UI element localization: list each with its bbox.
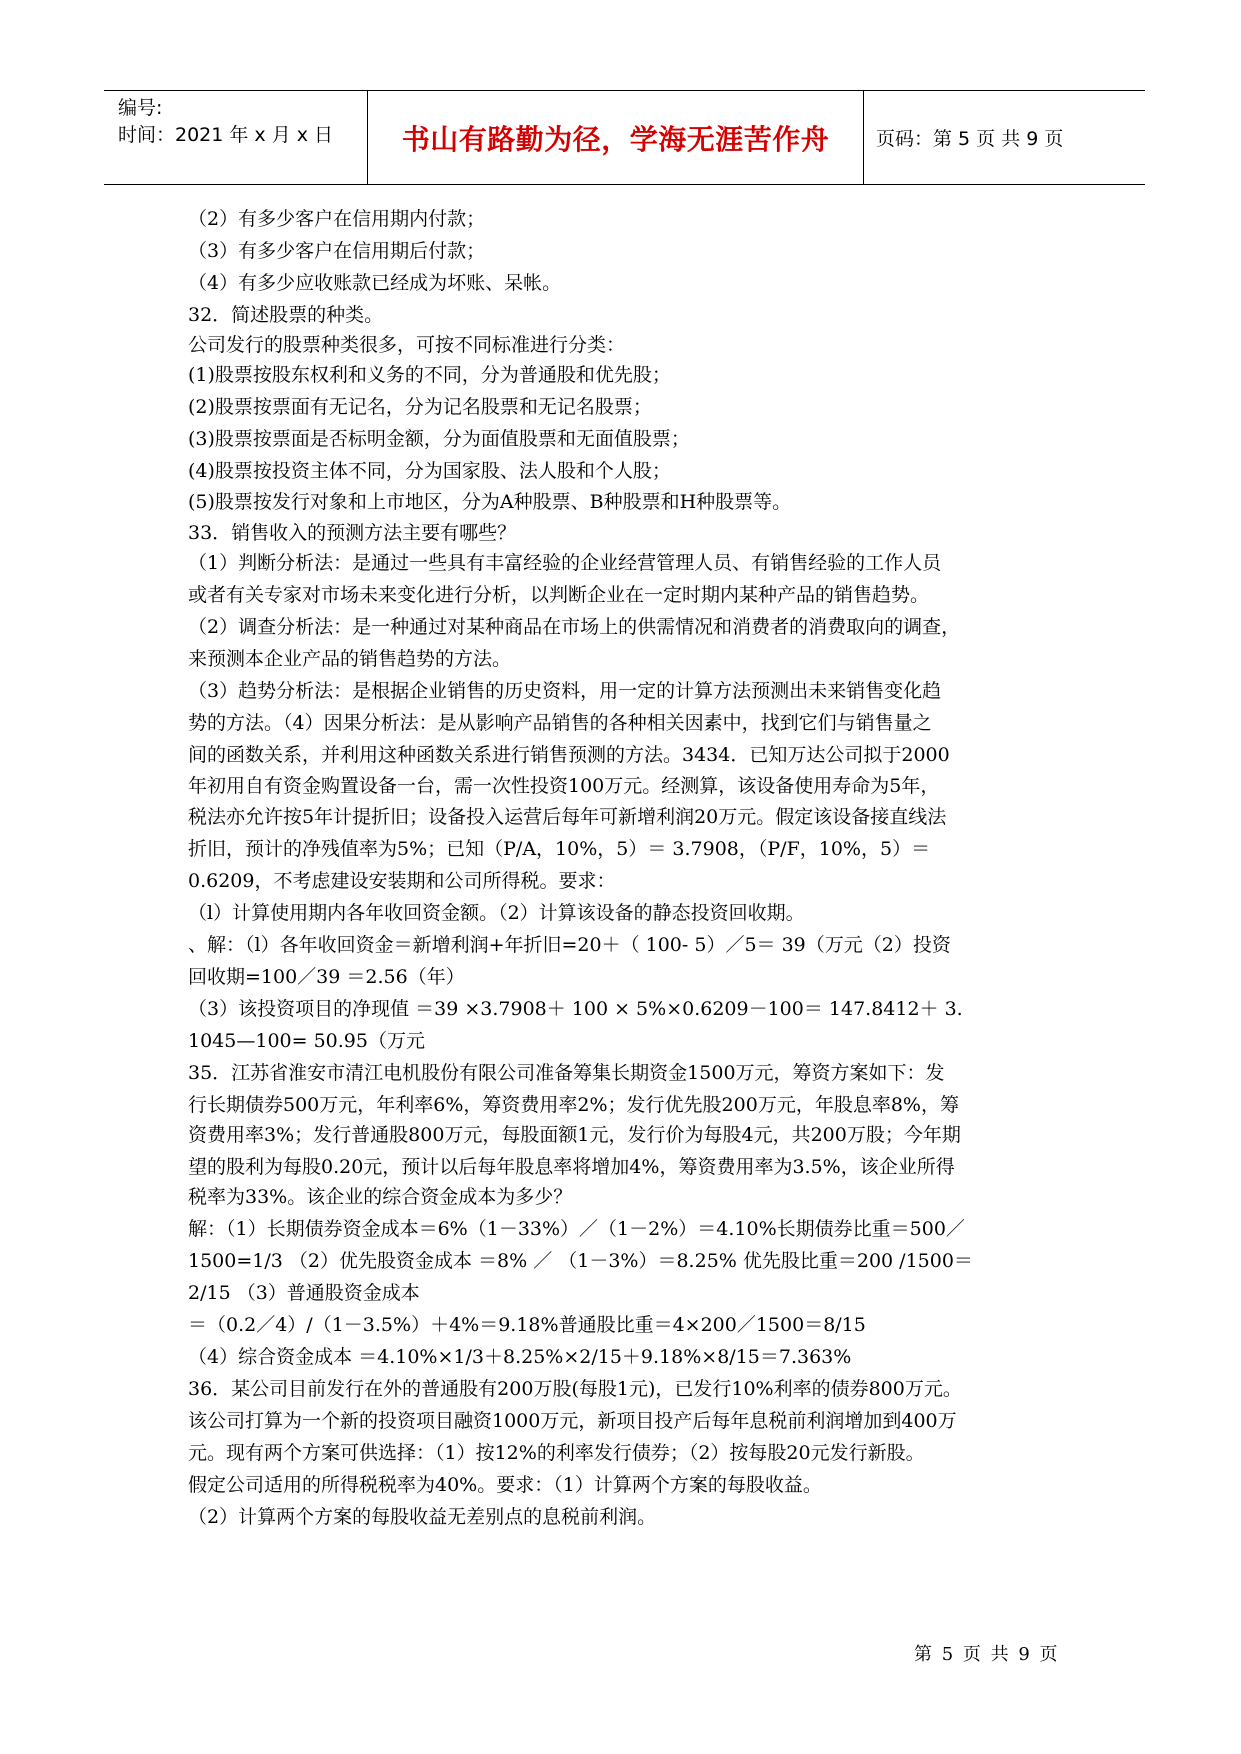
- text-line: 税法亦允许按5年计提折旧；设备投入运营后每年可新增利润20万元。假定该设备接直线法: [188, 806, 947, 828]
- header-meta: [104, 91, 368, 184]
- header-page-label: 页码：第 5 页 共 9 页: [876, 128, 1064, 150]
- header-motto-cell: [368, 91, 864, 184]
- text-line: 税率为33%。该企业的综合资金成本为多少？: [188, 1186, 573, 1208]
- text-line: （1）判断分析法：是通过一些具有丰富经验的企业经营管理人员、有销售经验的工作人员: [188, 552, 942, 574]
- text-line: 35．江苏省淮安市清江电机股份有限公司准备筹集长期资金1500万元，筹资方案如下：发: [188, 1062, 945, 1084]
- text-line: 望的股利为每股0.20元，预计以后每年股息率将增加4%，筹资费用率为3.5%，该企业所得: [188, 1156, 955, 1178]
- text-line: 回收期=100／39 ＝2.56（年）: [188, 966, 465, 988]
- text-line: (3)股票按票面是否标明金额，分为面值股票和无面值股票；: [188, 428, 690, 450]
- header-page-cell: [864, 91, 1145, 184]
- text-line: 0.6209，不考虑建设安装期和公司所得税。要求：: [188, 870, 616, 892]
- text-line: 32．简述股票的种类。: [188, 304, 384, 326]
- text-line: （3）趋势分析法：是根据企业销售的历史资料，用一定的计算方法预测出未来销售变化趋: [188, 680, 942, 702]
- page-footer: 第 5 页 共 9 页: [914, 1644, 1060, 1665]
- text-line: (2)股票按票面有无记名，分为记名股票和无记名股票；: [188, 396, 652, 418]
- text-line: 间的函数关系，并利用这种函数关系进行销售预测的方法。3434．已知万达公司拟于2000: [188, 744, 950, 766]
- text-line: 33．销售收入的预测方法主要有哪些？: [188, 522, 517, 544]
- text-line: 折旧，预计的净残值率为5%；已知（P/A，10%，5）＝ 3.7908，（P/F，10%，5）＝: [188, 838, 931, 860]
- text-line: 1500=1/3 （2）优先股资金成本 ＝8% ／ （1－3%）＝8.25% 优先股比重＝200 /1500＝: [188, 1250, 973, 1272]
- text-line: 年初用自有资金购置设备一台，需一次性投资100万元。经测算，该设备使用寿命为5年，: [188, 775, 940, 797]
- text-line: 来预测本企业产品的销售趋势的方法。: [188, 648, 512, 670]
- text-line: 36．某公司目前发行在外的普通股有200万股(每股1元)，已发行10%利率的债券800万元。: [188, 1378, 962, 1400]
- text-line: （4）有多少应收账款已经成为坏账、呆帐。: [188, 272, 562, 294]
- text-line: （4）综合资金成本 ＝4.10%×1/3＋8.25%×2/15＋9.18%×8/15＝7.363%: [188, 1346, 852, 1368]
- text-line: 行长期债券500万元，年利率6%，筹资费用率2%；发行优先股200万元，年股息率8%，筹: [188, 1094, 959, 1116]
- text-line: 或者有关专家对市场未来变化进行分析，以判断企业在一定时期内某种产品的销售趋势。: [188, 584, 930, 606]
- document-date-label: 时间：2021 年 x 月 x 日: [118, 124, 334, 146]
- text-line: (4)股票按投资主体不同，分为国家股、法人股和个人股；: [188, 460, 671, 482]
- document-number-label: 编号:: [118, 97, 163, 119]
- page-header: [104, 90, 1145, 185]
- text-line: 该公司打算为一个新的投资项目融资1000万元，新项目投产后每年息税前利润增加到400万: [188, 1410, 957, 1432]
- text-line: 2/15 （3）普通股资金成本: [188, 1282, 420, 1304]
- text-line: （2）有多少客户在信用期内付款；: [188, 208, 486, 230]
- header-motto: 书山有路勤为径，学海无涯苦作舟: [401, 122, 830, 156]
- text-line: 解：（1）长期债券资金成本＝6%（1－33%）／（1－2%）＝4.10%长期债券比重＝500／: [188, 1218, 965, 1240]
- text-line: 元。现有两个方案可供选择：（1）按12%的利率发行债券；（2）按每股20元发行新股。: [188, 1442, 925, 1464]
- text-line: 资费用率3%；发行普通股800万元，每股面额1元，发行价为每股4元，共200万股；今年期: [188, 1124, 961, 1146]
- text-line: 公司发行的股票种类很多，可按不同标准进行分类：: [188, 334, 626, 356]
- text-line: 、解：（l）各年收回资金＝新增利润+年折旧=20＋（ 100- 5）／5＝ 39（万元（2）投资: [188, 934, 951, 956]
- text-line: （l）计算使用期内各年收回资金额。（2）计算该设备的静态投资回收期。: [188, 902, 805, 924]
- text-line: 1045—100= 50.95（万元: [188, 1030, 425, 1052]
- text-line: 势的方法。（4）因果分析法：是从影响产品销售的各种相关因素中，找到它们与销售量之: [188, 712, 932, 734]
- text-line: （3）有多少客户在信用期后付款；: [188, 240, 486, 262]
- text-line: （2）调查分析法：是一种通过对某种商品在市场上的供需情况和消费者的消费取向的调查，: [188, 616, 961, 638]
- text-line: （3）该投资项目的净现值 ＝39 ×3.7908＋ 100 × 5%×0.6209－100＝ 147.8412＋ 3.: [188, 998, 963, 1020]
- text-line: ＝（0.2／4）/（1－3.5%）＋4%＝9.18%普通股比重＝4×200／1500＝8/15: [188, 1314, 866, 1336]
- text-line: (5)股票按发行对象和上市地区，分为A种股票、B种股票和H种股票等。: [188, 491, 792, 513]
- text-line: 假定公司适用的所得税税率为40%。要求：（1）计算两个方案的每股收益。: [188, 1474, 822, 1496]
- text-line: (1)股票按股东权利和义务的不同，分为普通股和优先股；: [188, 364, 671, 386]
- text-line: （2）计算两个方案的每股收益无差别点的息税前利润。: [188, 1506, 657, 1528]
